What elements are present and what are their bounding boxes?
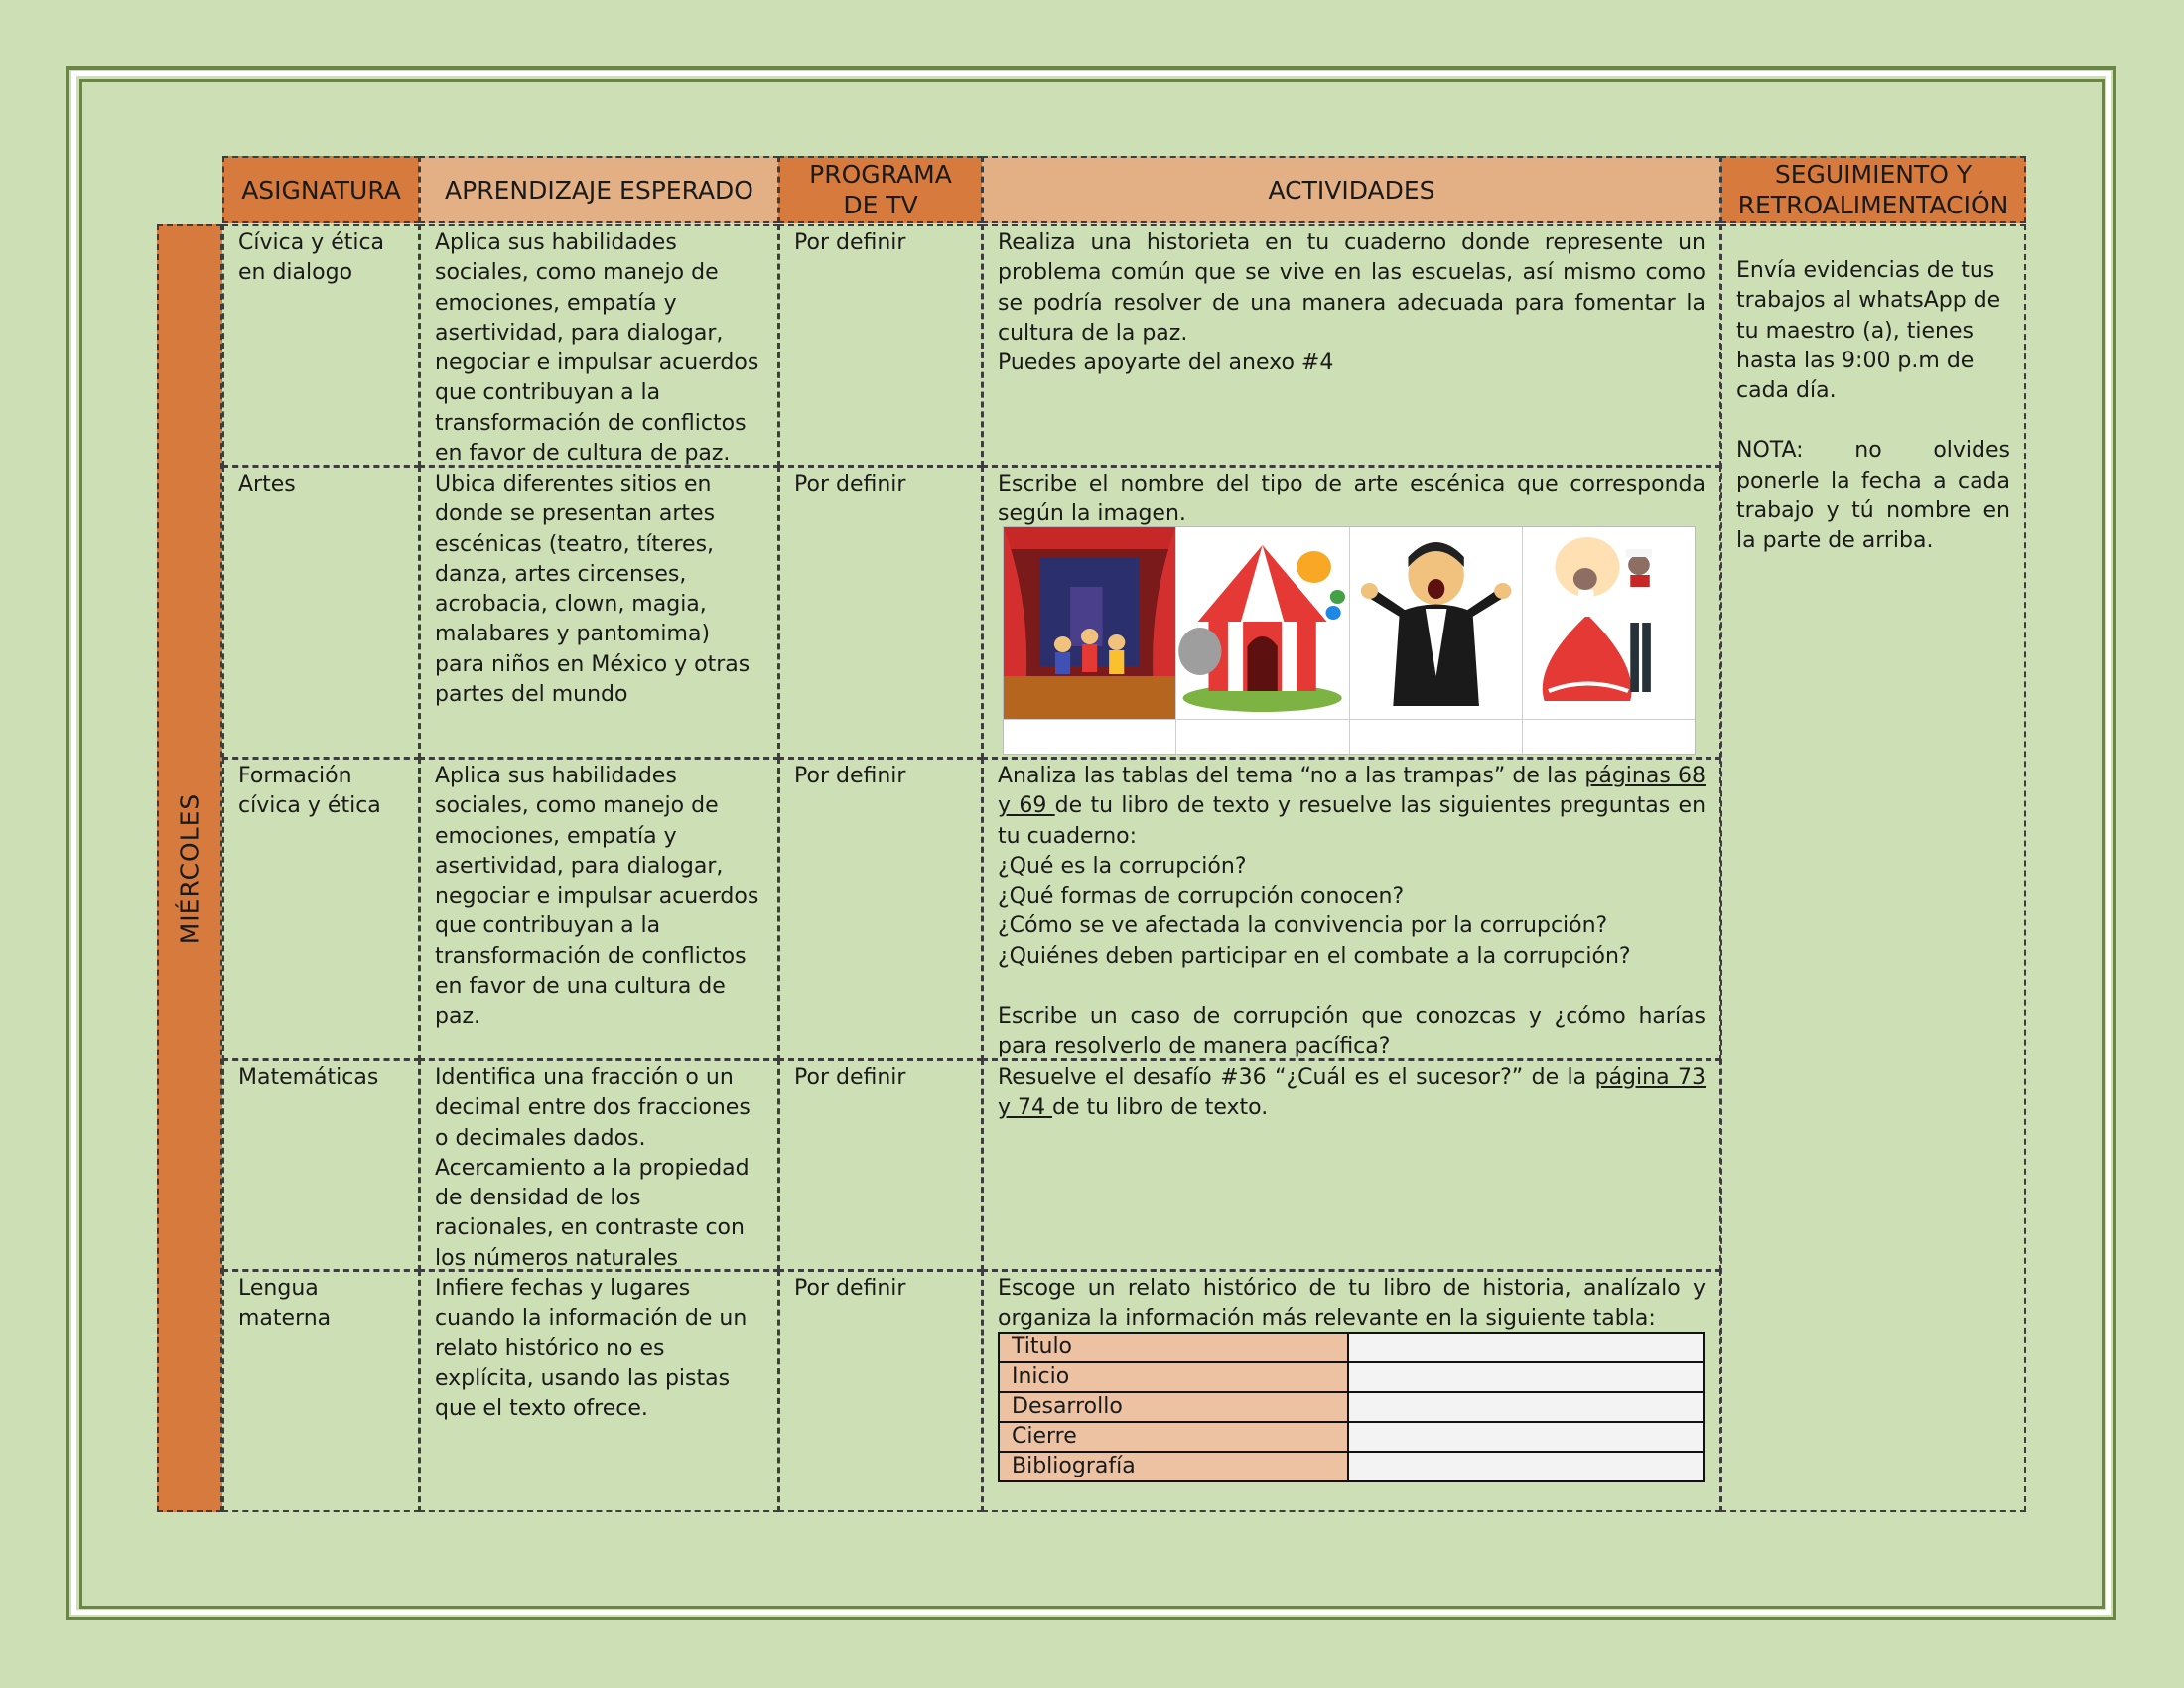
table-label: Titulo	[999, 1333, 1348, 1362]
table-blank-cell	[1348, 1362, 1704, 1392]
day-label: MIÉRCOLES	[175, 792, 205, 944]
header-actividades: ACTIVIDADES	[982, 156, 1721, 223]
page-reference: páginas 68 y 69	[998, 764, 1706, 819]
table-label: Bibliografía	[999, 1452, 1348, 1481]
table-label: Inicio	[999, 1362, 1348, 1392]
story-organizer-table	[998, 1332, 1705, 1482]
opera-singer-icon	[1350, 527, 1523, 719]
header-aprendizaje: APRENDIZAJE ESPERADO	[419, 156, 779, 223]
table-label: Desarrollo	[999, 1392, 1348, 1422]
row5-asignatura: Lengua materna	[222, 1270, 420, 1512]
seguimiento-cell	[1720, 224, 2026, 1512]
row1-programa: Por definir	[778, 224, 983, 467]
table-label: Cierre	[999, 1422, 1348, 1452]
question-item: ¿Qué formas de corrupción conocen?	[998, 884, 1405, 910]
row4-programa: Por definir	[778, 1059, 983, 1271]
table-row	[999, 1392, 1704, 1422]
row1-asignatura: Cívica y ética en dialogo	[222, 224, 420, 467]
header-programa: PROGRAMA DE TV	[778, 156, 983, 223]
table-row	[999, 1452, 1704, 1481]
seguimiento-nota: NOTA: no olvides ponerle la fecha a cada trabajo y tú nombre en la parte de arriba.	[1736, 438, 2010, 554]
row3-aprendizaje: Aplica sus habilidades sociales, como manejo de emociones, empatía y asertividad, para dialogar, negociar e impulsar acuerdos que contribuyan a la transformación de conflictos en favor de una cultura de paz.	[419, 758, 779, 1060]
table-row	[999, 1362, 1704, 1392]
question-item: ¿Cómo se ve afectada la convivencia por la corrupción?	[998, 914, 1608, 939]
row5-actividad-text: Escoge un relato histórico de tu libro de historia, analízalo y organiza la información más relevante en la siguiente tabla:	[998, 1276, 1706, 1332]
row3-actividad-final: Escribe un caso de corrupción que conozcas y ¿cómo harías para resolverlo de manera pacífica?	[998, 1004, 1706, 1059]
row2-asignatura: Artes	[222, 466, 420, 759]
row2-actividad-text: Escribe el nombre del tipo de arte escénica que corresponda según la imagen.	[998, 472, 1706, 527]
question-item: ¿Quiénes deben participar en el combate a la corrupción?	[998, 943, 1631, 969]
table-blank-cell	[1348, 1392, 1704, 1422]
table-blank-cell	[1348, 1452, 1704, 1481]
header-seguimiento: SEGUIMIENTO Y RETROALIMENTACIÓN	[1720, 156, 2026, 223]
scenic-arts-images	[1003, 526, 1696, 755]
folk-dancers-icon	[1523, 527, 1695, 719]
row1-actividades	[982, 224, 1721, 467]
table-row	[999, 1422, 1704, 1452]
row3-asignatura: Formación cívica y ética	[222, 758, 420, 1060]
circus-tent-icon	[1176, 527, 1349, 719]
question-item: ¿Qué es la corrupción?	[998, 853, 1247, 879]
row3-actividades	[982, 758, 1721, 1060]
table-blank-cell	[1348, 1422, 1704, 1452]
table-blank-cell	[1348, 1333, 1704, 1362]
row5-programa: Por definir	[778, 1270, 983, 1512]
row2-aprendizaje: Ubica diferentes sitios en donde se presentan artes escénicas (teatro, títeres, danza, artes circenses, acrobacia, clown, magia, malabares y pantomima) para niños en México y otras partes del mundo	[419, 466, 779, 759]
row4-aprendizaje: Identifica una fracción o un decimal entre dos fracciones o decimales dados. Acercamiento a la propiedad de densidad de los racionales, en contraste con los números naturales	[419, 1059, 779, 1271]
row1-aprendizaje: Aplica sus habilidades sociales, como manejo de emociones, empatía y asertividad, para dialogar, negociar e impulsar acuerdos que contribuyan a la transformación de conflictos en favor de cultura de paz.	[419, 224, 779, 467]
row2-programa: Por definir	[778, 466, 983, 759]
page-reference: página 73 y 74	[998, 1065, 1706, 1121]
row4-actividades: Resuelve el desafío #36 “¿Cuál es el sucesor?” de la página 73 y 74 de tu libro de texto.	[982, 1059, 1721, 1271]
row3-actividad-intro: Analiza las tablas del tema “no a las trampas” de las páginas 68 y 69 de tu libro de texto y resuelve las siguientes preguntas en tu cuaderno:	[998, 764, 1706, 849]
day-column	[157, 224, 222, 1512]
seguimiento-text: Envía evidencias de tus trabajos al whatsApp de tu maestro (a), tienes hasta las 9:00 p.m de cada día.	[1736, 258, 2001, 404]
row1-actividad-text: Realiza una historieta en tu cuaderno donde represente un problema común que se vive en las escuelas, así mismo como se podría resolver de una manera adecuada para fomentar la cultura de la paz.	[998, 230, 1706, 346]
row1-actividad-anexo: Puedes apoyarte del anexo #4	[998, 351, 1334, 376]
theater-stage-icon	[1004, 527, 1176, 719]
row5-aprendizaje: Infiere fechas y lugares cuando la información de un relato histórico no es explícita, usando las pistas que el texto ofrece.	[419, 1270, 779, 1512]
row4-asignatura: Matemáticas	[222, 1059, 420, 1271]
table-row	[999, 1333, 1704, 1362]
row3-programa: Por definir	[778, 758, 983, 1060]
header-asignatura: ASIGNATURA	[222, 156, 420, 223]
